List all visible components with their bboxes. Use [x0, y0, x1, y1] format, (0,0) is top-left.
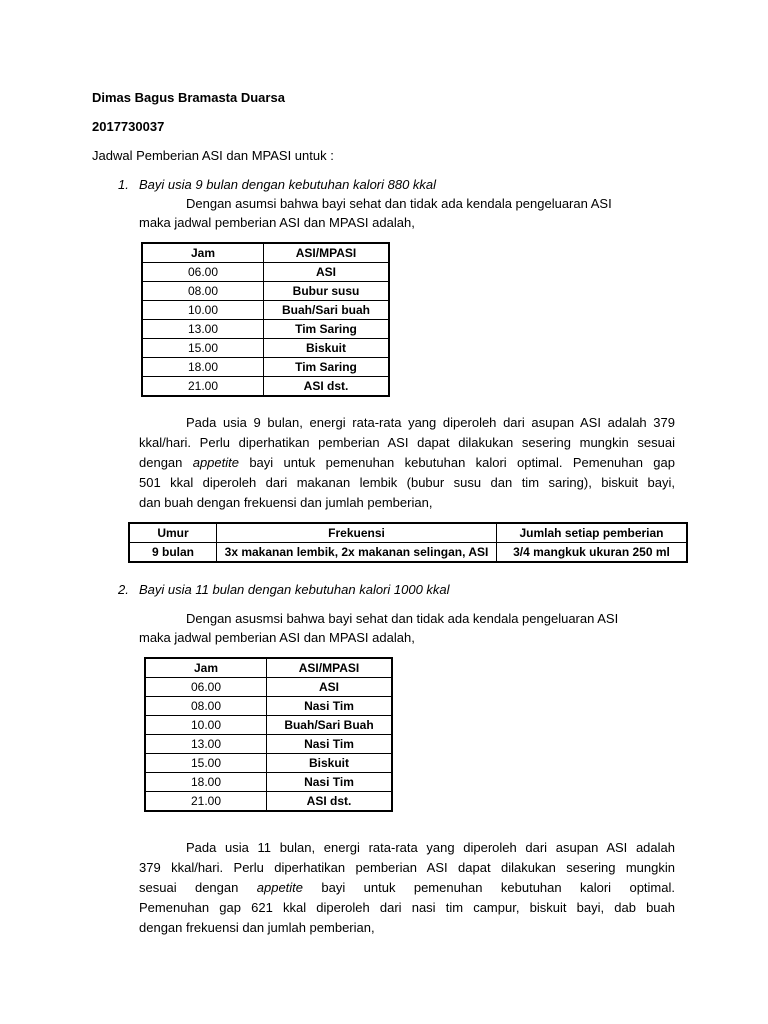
cell-time: 10.00: [142, 301, 264, 320]
cell-time: 08.00: [145, 697, 267, 716]
cell-food: Tim Saring: [264, 358, 390, 377]
section1-para-line2: kkal/hari. Perlu diperhatikan pemberian ASI dapat dilakukan sesering mungkin sesuai: [139, 435, 675, 450]
cell-time: 15.00: [145, 754, 267, 773]
section1-para-line3: [139, 455, 675, 471]
cell-food: Buah/Sari buah: [264, 301, 390, 320]
cell-time: 21.00: [145, 792, 267, 812]
section1-intro-line2: maka jadwal pemberian ASI dan MPASI adalah,: [139, 215, 415, 230]
cell-food: ASI dst.: [267, 792, 393, 812]
section1-schedule-table: [141, 242, 390, 397]
section1-number: 1.: [118, 177, 129, 192]
para-text: bayi untuk pemenuhan kebutuhan kalori optimal.: [321, 880, 675, 895]
cell-time: 10.00: [145, 716, 267, 735]
cell-food: ASI: [264, 263, 390, 282]
cell-frekuensi: 3x makanan lembik, 2x makanan selingan, ASI: [217, 543, 497, 563]
header-jam: Jam: [142, 243, 264, 263]
para-text: dengan: [139, 455, 183, 470]
document-heading: Jadwal Pemberian ASI dan MPASI untuk :: [92, 148, 334, 163]
section1-title: Bayi usia 9 bulan dengan kebutuhan kalori 880 kkal: [139, 177, 437, 192]
header-asi-mpasi: ASI/MPASI: [267, 658, 393, 678]
author-name: Dimas Bagus Bramasta Duarsa: [92, 90, 285, 105]
table-row: [145, 735, 392, 754]
cell-food: Biskuit: [264, 339, 390, 358]
cell-umur: 9 bulan: [129, 543, 217, 563]
section2-para-line1: Pada usia 11 bulan, energi rata-rata yang diperoleh dari asupan ASI adalah: [186, 840, 675, 855]
table-row: [142, 320, 389, 339]
table-row: [142, 377, 389, 397]
cell-food: Biskuit: [267, 754, 393, 773]
table-row: [145, 773, 392, 792]
header-frekuensi: Frekuensi: [217, 523, 497, 543]
cell-time: 18.00: [142, 358, 264, 377]
section2-schedule-table: [144, 657, 393, 812]
section1-para-line4: 501 kkal diperoleh dari makanan lembik (bubur susu dan tim saring), biskuit bayi,: [139, 475, 675, 490]
appetite-term: appetite: [192, 455, 239, 470]
table-row: [142, 282, 389, 301]
student-id: 2017730037: [92, 119, 165, 134]
cell-time: 06.00: [142, 263, 264, 282]
section2-title: Bayi usia 11 bulan dengan kebutuhan kalori 1000 kkal: [139, 582, 450, 597]
header-jam: Jam: [145, 658, 267, 678]
cell-time: 15.00: [142, 339, 264, 358]
cell-food: Buah/Sari Buah: [267, 716, 393, 735]
section2-para-line4: Pemenuhan gap 621 kkal diperoleh dari nasi tim campur, biskuit bayi, dab buah: [139, 900, 675, 915]
header-umur: Umur: [129, 523, 217, 543]
cell-time: 13.00: [145, 735, 267, 754]
section2-para-line2: 379 kkal/hari. Perlu diperhatikan pemberian ASI dapat dilakukan sesering mungkin: [139, 860, 675, 875]
cell-time: 13.00: [142, 320, 264, 339]
table-row: [145, 792, 392, 812]
section1-para-line1: Pada usia 9 bulan, energi rata-rata yang diperoleh dari asupan ASI adalah 379: [186, 415, 675, 430]
cell-food: Nasi Tim: [267, 697, 393, 716]
table-row: [145, 716, 392, 735]
section1-para-line5: dan buah dengan frekuensi dan jumlah pemberian,: [139, 495, 433, 510]
cell-food: Tim Saring: [264, 320, 390, 339]
table-row: [142, 339, 389, 358]
table-row: [129, 543, 687, 563]
cell-time: 21.00: [142, 377, 264, 397]
cell-jumlah: 3/4 mangkuk ukuran 250 ml: [497, 543, 688, 563]
para-text: sesuai dengan: [139, 880, 239, 895]
section2-paragraph: [139, 840, 675, 936]
para-text: bayi untuk pemenuhan kebutuhan kalori optimal. Pemenuhan gap: [249, 455, 675, 470]
cell-food: Bubur susu: [264, 282, 390, 301]
cell-time: 06.00: [145, 678, 267, 697]
section1-frequency-table: [128, 522, 688, 563]
header-asi-mpasi: ASI/MPASI: [264, 243, 390, 263]
cell-food: Nasi Tim: [267, 735, 393, 754]
table-row: [142, 358, 389, 377]
section1-intro-line1: Dengan asumsi bahwa bayi sehat dan tidak ada kendala pengeluaran ASI: [186, 196, 612, 211]
cell-food: ASI: [267, 678, 393, 697]
section1-paragraph: [139, 415, 675, 511]
table-row: [145, 678, 392, 697]
header-jumlah: Jumlah setiap pemberian: [497, 523, 688, 543]
cell-food: ASI dst.: [264, 377, 390, 397]
appetite-term: appetite: [256, 880, 304, 895]
cell-time: 18.00: [145, 773, 267, 792]
cell-food: Nasi Tim: [267, 773, 393, 792]
section2-para-line5: dengan frekuensi dan jumlah pemberian,: [139, 920, 375, 935]
table-row: [142, 301, 389, 320]
section2-intro-line2: maka jadwal pemberian ASI dan MPASI adalah,: [139, 630, 415, 645]
section2-intro-line1: Dengan asusmsi bahwa bayi sehat dan tidak ada kendala pengeluaran ASI: [186, 611, 619, 626]
section2-number: 2.: [118, 582, 129, 597]
section2-para-line3: [139, 880, 675, 896]
table-row: [145, 697, 392, 716]
table-row: [145, 754, 392, 773]
cell-time: 08.00: [142, 282, 264, 301]
table-row: [142, 263, 389, 282]
